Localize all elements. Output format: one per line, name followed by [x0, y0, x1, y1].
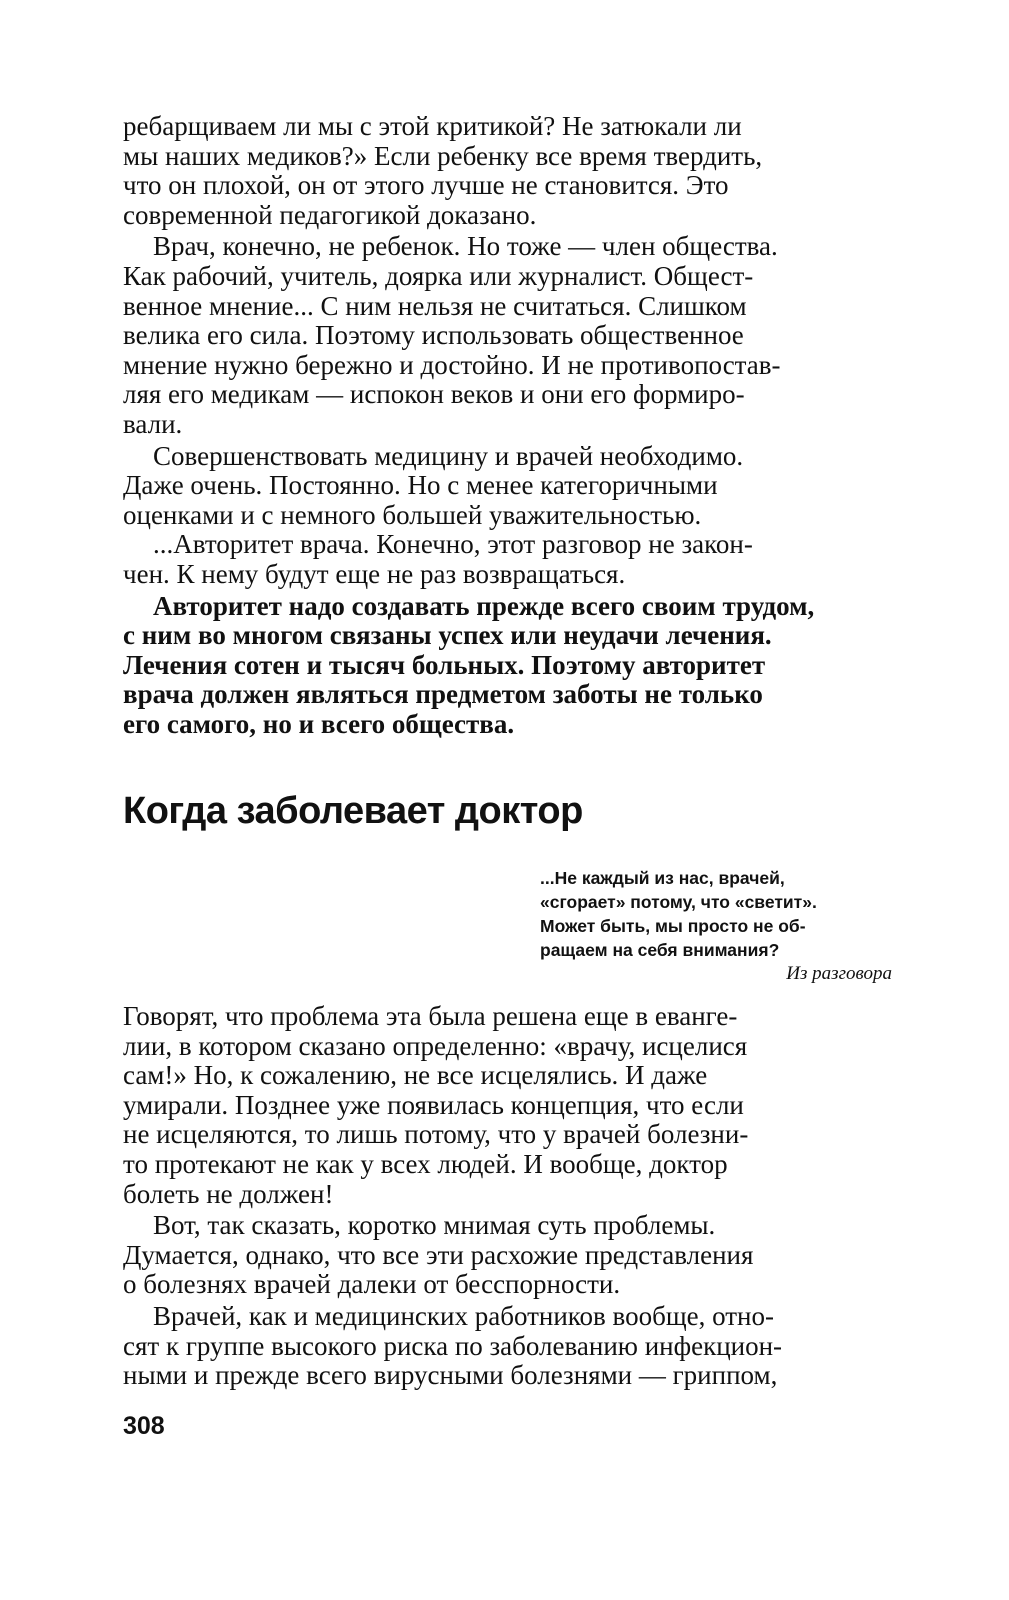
epigraph-line: Может быть, мы просто не об-: [540, 916, 806, 936]
text-line: ными и прежде всего вирусными болезнями — гриппом,: [123, 1360, 778, 1391]
text-line: велика его сила. Поэтому использовать общественное: [123, 320, 744, 351]
text-line: сам!» Но, к сожалению, не все исцелялись. И даже: [123, 1060, 708, 1091]
text-line: умирали. Позднее уже появилась концепция, что если: [123, 1089, 744, 1120]
epigraph-line: ращаем на себя внимания?: [540, 940, 780, 960]
text-line: чен. К нему будут еще не раз возвращаться.: [123, 558, 626, 589]
paragraph-6: [123, 1002, 891, 1209]
paragraph-8: [123, 1302, 891, 1391]
bottom-text-section: [123, 1002, 891, 1391]
paragraph-2: [123, 232, 891, 439]
text-line: ляя его медикам — испокон веков и они его формиро-: [123, 379, 745, 410]
paragraph-4: [123, 530, 891, 589]
text-line: Лечения сотен и тысяч больных. Поэтому авторитет: [123, 649, 766, 680]
paragraph-3: [123, 442, 891, 531]
text-line: оценками и с немного большей уважительностью.: [123, 499, 702, 530]
text-line: что он плохой, он от этого лучше не становится. Это: [123, 170, 729, 201]
text-line: лии, в котором сказано определенно: «врачу, исцелися: [123, 1030, 748, 1061]
epigraph-line: ...Не каждый из нас, врачей,: [540, 868, 785, 888]
page-number: 308: [123, 1412, 165, 1440]
text-line: Врачей, как и медицинских работников вообще, отно-: [153, 1300, 774, 1331]
text-line: ...Авторитет врача. Конечно, этот разговор не закон-: [153, 529, 753, 560]
paragraph-5: [123, 592, 891, 740]
text-line: мы наших медиков?» Если ребенку все время твердить,: [123, 140, 763, 171]
text-line: с ним во многом связаны успех или неудачи лечения.: [123, 620, 772, 651]
text-line: врача должен являться предметом заботы не только: [123, 679, 763, 710]
text-line: болеть не должен!: [123, 1178, 334, 1209]
epigraph-line: «сгорает» потому, что «светит».: [540, 892, 817, 912]
text-line: то протекают не как у всех людей. И вообще, доктор: [123, 1148, 728, 1179]
text-line: его самого, но и всего общества.: [123, 708, 515, 739]
text-line: Вот, так сказать, коротко мнимая суть проблемы.: [153, 1210, 716, 1241]
text-line: Совершенствовать медицину и врачей необходимо.: [153, 440, 744, 471]
text-line: венное мнение... С ним нельзя не считаться. Слишком: [123, 290, 747, 321]
paragraph-7: [123, 1211, 891, 1300]
text-line: Даже очень. Постоянно. Но с менее категоричными: [123, 470, 718, 501]
text-line: Говорят, что проблема эта была решена еще в еванге-: [123, 1001, 738, 1031]
text-line: сят к группе высокого риска по заболеванию инфекцион-: [123, 1330, 783, 1361]
text-line: мнение нужно бережно и достойно. И не противопостав-: [123, 349, 781, 380]
section-heading: Когда заболевает доктор: [123, 790, 583, 832]
top-text-section: [123, 112, 891, 739]
text-line: Как рабочий, учитель, доярка или журналист. Общест-: [123, 260, 754, 291]
text-line: не исцеляются, то лишь потому, что у врачей болезни-: [123, 1119, 749, 1150]
text-line: Авторитет надо создавать прежде всего своим трудом,: [153, 590, 815, 621]
epigraph: [540, 866, 892, 986]
text-line: Думается, однако, что все эти расхожие представления: [123, 1239, 754, 1270]
text-line: ребарщиваем ли мы с этой критикой? Не затюкали ли: [123, 111, 742, 141]
paragraph-1: [123, 112, 891, 230]
epigraph-source: Из разговора: [786, 963, 892, 984]
text-line: Врач, конечно, не ребенок. Но тоже — член общества.: [153, 231, 778, 262]
text-line: о болезнях врачей далеки от бесспорности.: [123, 1269, 621, 1300]
text-line: вали.: [123, 408, 183, 439]
text-line: современной педагогикой доказано.: [123, 199, 537, 230]
